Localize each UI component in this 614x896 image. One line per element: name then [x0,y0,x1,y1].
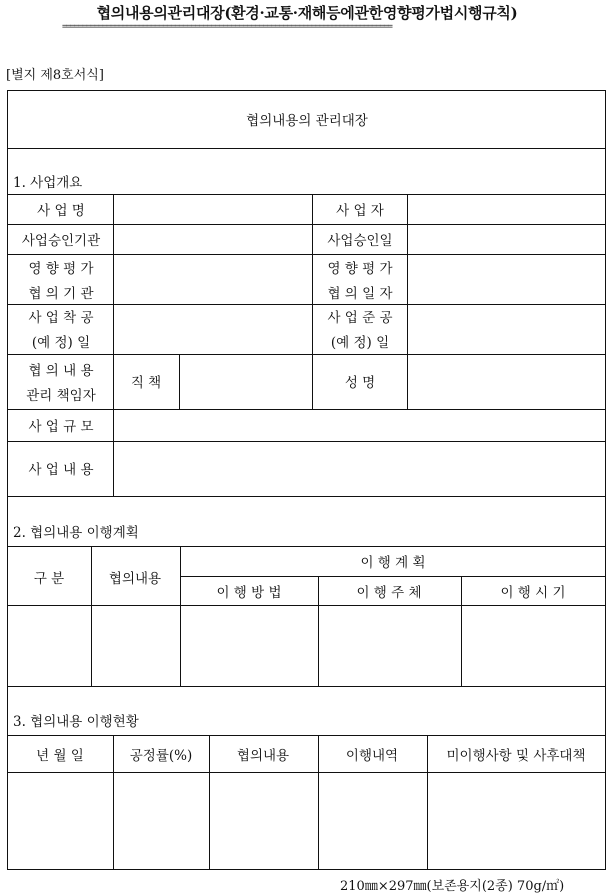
document-title: 협의내용의관리대장(환경·교통·재해등에관한영향평가법시행규칙) [96,4,518,22]
divider [427,735,428,870]
divider [7,441,606,442]
divider [7,354,606,355]
title-underline: ================================================================================== [62,22,392,32]
scale-label: 사 업 규 모 [28,419,94,435]
start-date-label-line2: (예 정) 일 [31,335,91,351]
divider [318,735,319,870]
divider [180,576,606,577]
divider [7,409,606,410]
section3-heading: 3. 협의내용 이행현황 [13,714,139,730]
progress-label: 공정률(%) [129,748,193,764]
divider [113,735,114,870]
eia-agency-label-line1: 영 향 평 가 [28,261,94,277]
business-owner-label: 사 업 자 [336,203,384,219]
divider [318,576,319,686]
unfulfilled-label: 미이행사항 및 사후대책 [446,748,586,764]
manager-label-line2: 관리 책임자 [26,388,96,404]
divider [7,605,606,606]
agreement-label: 협의내용 [108,571,162,587]
approval-agency-label: 사업승인기관 [21,233,101,249]
divider [91,546,92,686]
divider [312,194,313,409]
end-date-label-line2: (예 정) 일 [330,335,390,351]
end-date-label-line1: 사 업 준 공 [327,310,393,326]
approval-date-label: 사업승인일 [327,233,393,249]
divider [7,546,606,547]
section1-heading: 1. 사업개요 [13,175,83,191]
divider [7,772,606,773]
divider [7,254,606,255]
divider [7,224,606,225]
divider [7,148,606,149]
divider [7,735,606,736]
agreement-content-label: 협의내용 [236,748,290,764]
divider [179,354,180,409]
eia-date-label-line2: 협 의 일 자 [327,286,393,302]
paper-spec: 210㎜×297㎜(보존용지(2종) 70g/㎡) [340,879,565,894]
business-name-label: 사 업 명 [37,203,85,219]
plan-label: 이 행 계 획 [360,555,426,571]
divider [180,546,181,686]
manager-label-line1: 협 의 내 용 [28,363,94,379]
divider [7,686,606,687]
divider [461,576,462,686]
divider [7,496,606,497]
form-title: 협의내용의 관리대장 [246,113,368,129]
timing-label: 이 행 시 기 [500,585,566,601]
eia-agency-label-line2: 협 의 기 관 [28,286,94,302]
category-label: 구 분 [33,571,65,587]
subject-label: 이 행 주 체 [356,585,422,601]
divider [7,194,606,195]
date-label: 년 월 일 [36,748,84,764]
content-label: 사 업 내 용 [28,462,94,478]
method-label: 이 행 방 법 [216,585,282,601]
divider [7,304,606,305]
position-label: 직 책 [130,375,162,391]
section2-heading: 2. 협의내용 이행계획 [13,525,139,541]
start-date-label-line1: 사 업 착 공 [28,310,94,326]
form-number: [별지 제8호서식] [6,68,104,83]
divider [209,735,210,870]
divider [113,194,114,496]
divider [407,194,408,409]
name-label: 성 명 [344,375,376,391]
details-label: 이행내역 [345,748,399,764]
eia-date-label-line1: 영 향 평 가 [327,261,393,277]
